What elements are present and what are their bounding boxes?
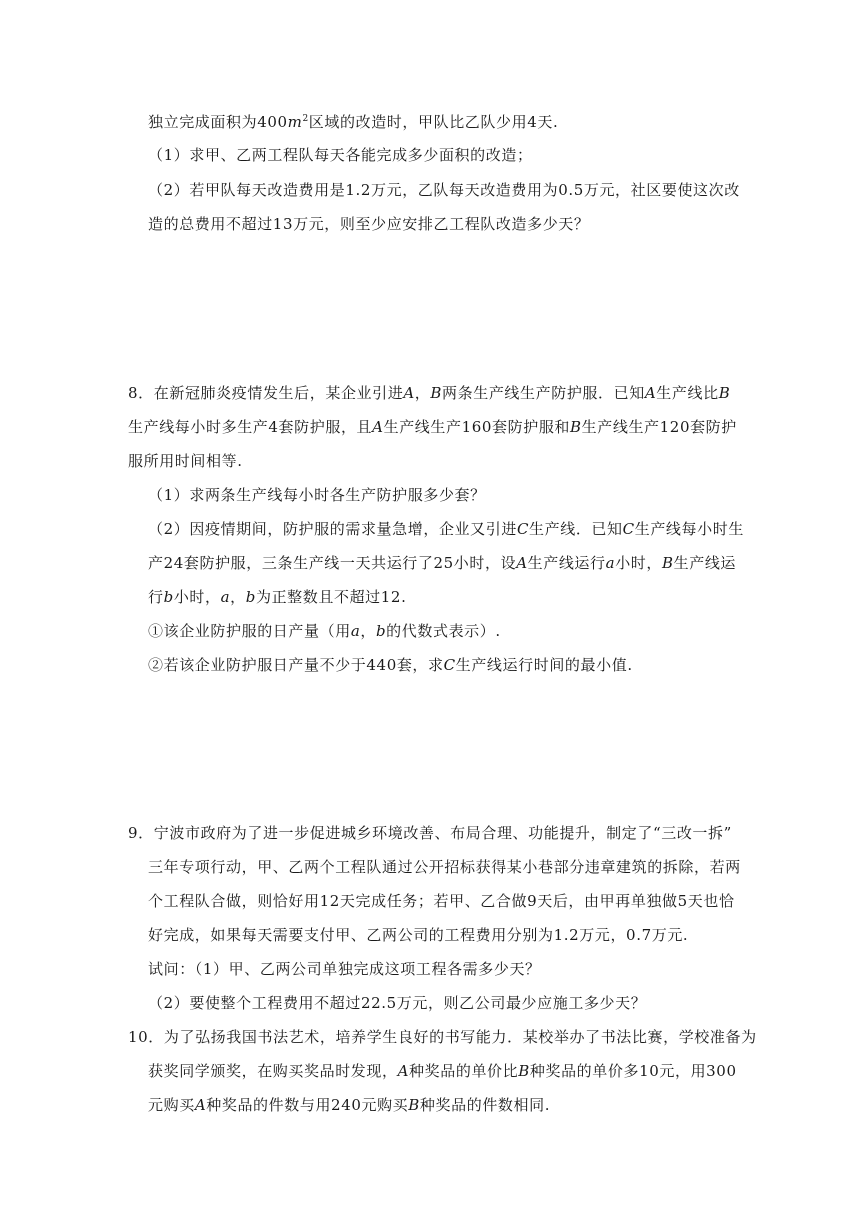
- var: a: [605, 554, 616, 572]
- text: 种奖品的件数与用240元购买: [206, 1096, 409, 1114]
- text: 独立完成面积为400: [148, 113, 288, 131]
- text: 生产线每小时多生产4套防护服，且: [128, 418, 373, 436]
- q10-line-3: [148, 1095, 550, 1115]
- var: a: [220, 588, 231, 606]
- text: 种奖品的单价比: [409, 1062, 519, 1080]
- var: A: [397, 1062, 410, 1080]
- q9-part-2: （2）要使整个工程费用不超过22.5万元，则乙公司最少应施工多少天？: [148, 994, 647, 1012]
- text: 获奖同学颁奖，在购买奖品时发现，: [148, 1062, 398, 1080]
- var: A: [372, 418, 384, 436]
- text: 生产线运行时间的最小值.: [455, 656, 633, 674]
- text: 生产线生产120套防护: [581, 418, 737, 436]
- text: 8．在新冠肺炎疫情发生后，某企业引进: [128, 384, 404, 402]
- q10-line-1: 10．为了弘扬我国书法艺术，培养学生良好的书写能力．某校举办了书法比赛，学校准备为: [128, 1028, 757, 1046]
- text: ②若该企业防护服日产量不少于440套，求: [148, 656, 444, 674]
- text: （2）因疫情期间，防护服的需求量急增，企业又引进: [148, 520, 517, 538]
- var: C: [443, 656, 456, 674]
- text: 生产线运行: [527, 554, 606, 572]
- text: 生产线．已知: [529, 520, 623, 538]
- var: b: [163, 588, 174, 606]
- text: ，: [360, 622, 376, 640]
- unit-exponent: 2: [302, 114, 309, 124]
- var: A: [403, 384, 415, 402]
- q7-line-1: [148, 112, 558, 132]
- q8-part-2-line-2: [148, 553, 736, 573]
- q9-line-2: 三年专项行动，甲、乙两个工程队通过公开招标获得某小巷部分违章建筑的拆除，若两: [148, 858, 741, 876]
- var: B: [718, 384, 731, 402]
- text: ，: [230, 588, 246, 606]
- q8-part-2-line-3: [148, 587, 406, 607]
- text: 行: [148, 588, 164, 606]
- q10-line-2: [148, 1061, 737, 1081]
- q8-part-2-line-1: [148, 519, 744, 539]
- var: C: [622, 520, 635, 538]
- text: ，: [414, 384, 431, 402]
- text: 两条生产线生产防护服．已知: [442, 384, 645, 402]
- var: B: [518, 1062, 530, 1080]
- text: 生产线每小时生: [634, 520, 744, 538]
- var: B: [662, 554, 674, 572]
- var: B: [570, 418, 582, 436]
- var: A: [516, 554, 528, 572]
- var: a: [350, 622, 361, 640]
- text: 小时，: [615, 554, 662, 572]
- q7-part-1: （1）求甲、乙两工程队每天各能完成多少面积的改造；: [148, 146, 533, 164]
- text: 的代数式表示）.: [386, 622, 501, 640]
- var: A: [644, 384, 657, 402]
- text: 产24套防护服，三条生产线一天共运行了25小时，设: [148, 554, 517, 572]
- q8-part-1: （1）求两条生产线每小时各生产防护服多少套？: [148, 486, 486, 504]
- q8-subpart-2: [148, 655, 633, 675]
- q8-line-1: [128, 383, 730, 403]
- q9-part-1: 试问：（1）甲、乙两公司单独完成这项工程各需多少天？: [148, 960, 541, 978]
- var: C: [516, 520, 530, 538]
- q7-part-2-line-1: （2）若甲队每天改造费用是1.2万元，乙队每天改造费用为0.5万元，社区要使这次改: [148, 181, 740, 199]
- var: B: [430, 384, 443, 402]
- text: 种奖品的件数相同.: [419, 1096, 551, 1114]
- q8-line-2: [128, 417, 737, 437]
- text: 小时，: [173, 588, 221, 606]
- var: b: [375, 622, 387, 640]
- text: 生产线运: [673, 554, 737, 572]
- text: 种奖品的单价多10元，用300: [529, 1062, 737, 1080]
- text: 生产线生产160套防护服和: [383, 418, 571, 436]
- text: 区域的改造时，甲队比乙队少用4天.: [308, 113, 559, 131]
- q7-part-2-line-2: 造的总费用不超过13万元，则至少应安排乙工程队改造多少天？: [148, 215, 590, 233]
- text: 为正整数且不超过12.: [255, 588, 407, 606]
- var: B: [408, 1096, 420, 1114]
- q8-subpart-1: [148, 621, 501, 641]
- q9-line-1: 9．宁波市政府为了进一步促进城乡环境改善、布局合理、功能提升，制定了“三改一拆”: [128, 824, 732, 842]
- text: 生产线比: [656, 384, 719, 402]
- q9-line-4: 好完成，如果每天需要支付甲、乙两公司的工程费用分别为1.2万元，0.7万元.: [148, 926, 689, 944]
- var: A: [194, 1096, 207, 1114]
- q8-line-3: 服所用时间相等.: [128, 452, 243, 470]
- q9-line-3: 个工程队合做，则恰好用12天完成任务；若甲、乙合做9天后，由甲再单独做5天也恰: [148, 892, 735, 910]
- var: b: [245, 588, 256, 606]
- text: 元购买: [148, 1096, 195, 1114]
- unit: m: [287, 113, 303, 131]
- text: ①该企业防护服的日产量（用: [148, 622, 351, 640]
